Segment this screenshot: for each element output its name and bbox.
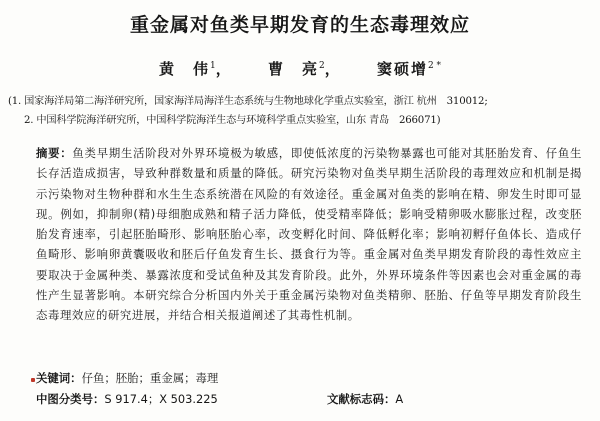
affiliation-mark: 2 * <box>427 61 442 71</box>
affiliation-mark: 1 <box>209 61 216 71</box>
abstract-label: 摘要： <box>36 146 73 160</box>
keywords-text: 仔鱼；胚胎；重金属；毒理 <box>81 371 219 385</box>
classification-row <box>36 391 576 407</box>
author-name: 窦硕增 <box>376 60 428 78</box>
author-1: 黄 伟$^1$， <box>158 60 233 78</box>
author-2: 曹 亮$^2$， <box>267 60 342 78</box>
clc-block <box>36 392 218 406</box>
clc-value: S 917.4；X 503.225 <box>104 392 218 406</box>
keywords <box>36 370 218 386</box>
affiliation-1: (1. 国家海洋局第二海洋研究所，国家海洋局海洋生态系统与生物地球化学重点实验室，浙江 杭州 310012; <box>8 96 488 107</box>
author-3 <box>377 60 441 78</box>
document-code-label: 文献标志码： <box>327 392 396 406</box>
paper-title: 重金属对鱼类早期发育的生态毒理效应 <box>129 14 470 36</box>
abstract <box>36 143 582 326</box>
document-code-value: A <box>395 392 404 406</box>
abstract-text: 鱼类早期生活阶段对外界环境极为敏感，即使低浓度的污染物暴露也可能对其胚胎发育、仔鱼生长存活造成损害，导致种群数量和质量的降低。研究污染物对鱼类早期生活阶段的毒理效应和机制是揭示污染物对生物种群和水生生态系统潜在风险的有效途径。重金属对鱼类的影响在精、卵发生时即可显现。例如，抑制卵(精)母细胞成熟和精子活力降低，使受精率降低；影响受精卵吸水膨胀过程，改变胚胎发育速率，引起胚胎畸形、影响胚胎心率，改变孵化时间、降低孵化率；影响初孵仔鱼体长、造成仔鱼畸形、影响卵黄囊吸收和胚后仔鱼发育生长、摄食行为等。重金属对鱼类早期发育阶段的毒性效应主要取决于金属种类、暴露浓度和受试鱼种及其发育阶段。此外，外界环境条件等因素也会对重金属的毒性产生显著影响。本研究综合分析国内外关于重金属污染物对鱼类精卵、胚胎、仔鱼等早期发育阶段生态毒理效应的研究进展，并结合相关报道阐述了其毒性机制。 <box>36 146 582 323</box>
author-name: 黄 伟 <box>158 60 210 78</box>
author-name: 曹 亮 <box>267 60 319 78</box>
affiliation-2: 2. 中国科学院海洋研究所，中国科学院海洋生态与环境科学重点实验室，山东 青岛 266071) <box>24 115 441 126</box>
document-code-block <box>327 391 403 407</box>
clc-label: 中图分类号： <box>36 392 105 406</box>
pen-mark <box>31 378 35 382</box>
affiliation-mark: 2 <box>318 61 325 71</box>
keywords-label: 关键词： <box>36 371 82 385</box>
author-list <box>0 58 600 79</box>
